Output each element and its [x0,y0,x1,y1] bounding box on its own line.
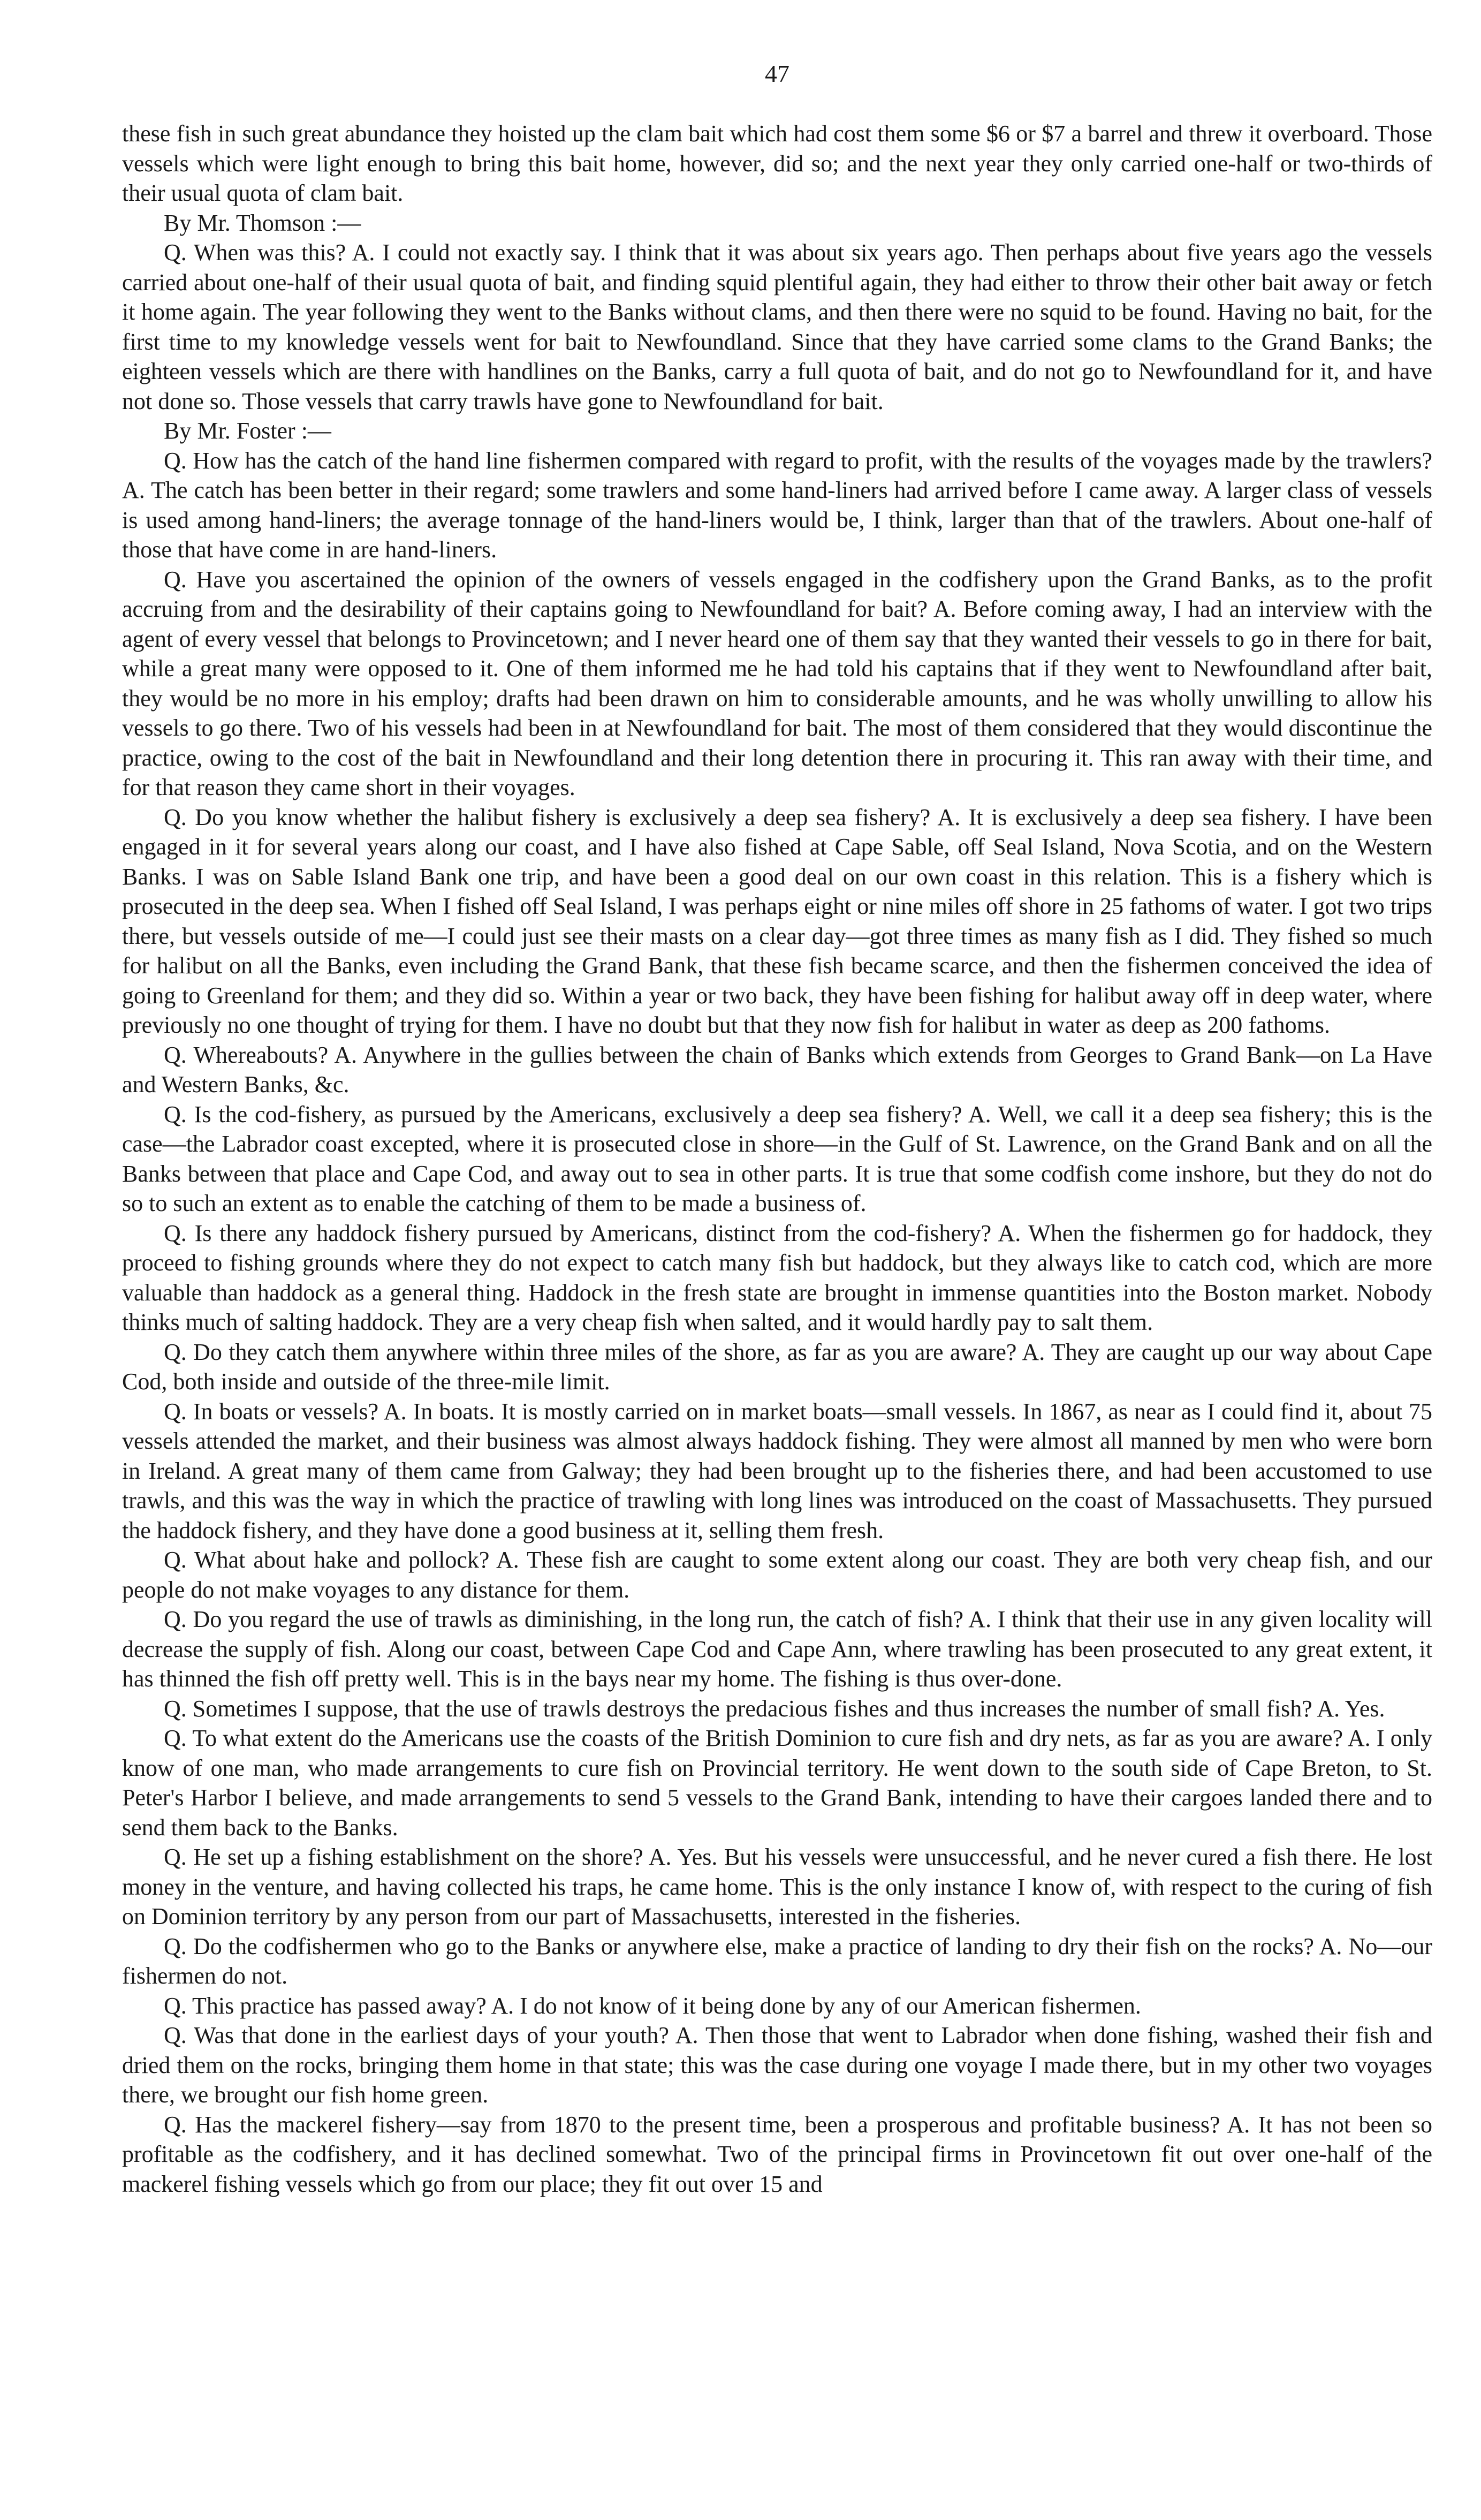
paragraph: Q. Do the codfishermen who go to the Banks or anywhere else, make a practice of landing to dry their fish on the rocks? A. No—our fishermen do not. [122,1933,1432,1989]
paragraph: Q. Whereabouts? A. Anywhere in the gullies between the chain of Banks which extends from Georges to Grand Bank—on La Have and Western Banks, &c. [122,1041,1432,1098]
paragraph: Q. In boats or vessels? A. In boats. It is mostly carried on in market boats—small vessels. In 1867, as near as I could find it, about 75 vessels attended the market, and their business was almost always haddock fishing. They were almost all manned by men who were born in Ireland. A great many of them came from Galway; they had been brought up to the fisheries there, and had been accustomed to use trawls, and this was the way in which the practice of trawling with long lines was introduced on the coast of Massachusetts. They pursued the haddock fishery, and they have done a good business at it, selling them fresh. [122,1398,1432,1543]
paragraph: these fish in such great abundance they hoisted up the clam bait which had cost them some $6 or $7 a barrel and threw it overboard. Those vessels which were light enough to bring this bait home, however, did so; and the next year they only carried one-half or two-thirds of their usual quota of clam bait. [122,120,1432,206]
speaker-label: By Mr. Foster :— [164,418,331,444]
paragraph: Q. Have you ascertained the opinion of the owners of vessels engaged in the codfishery upon the Grand Banks, as to the profit accruing from and the desirability of their captains going to Newfoundland for bait? A. Before coming away, I had an interview with the agent of every vessel that belongs to Provincetown; and I never heard one of them say that they wanted their vessels to go in there for bait, while a great many were opposed to it. One of them informed me he had told his captains that if they went to Newfoundland after bait, they would be no more in his employ; drafts had been drawn on him to considerable amounts, and he was wholly unwilling to allow his vessels to go there. Two of his vessels had been in at Newfoundland for bait. The most of them considered that they would discontinue the practice, owing to the cost of the bait in Newfoundland and their long detention there in procuring it. This ran away with their time, and for that reason they came short in their voyages. [122,566,1432,800]
paragraph: Q. Is the cod-fishery, as pursued by the Americans, exclusively a deep sea fishery? A. Well, we call it a deep sea fishery; this is the case—the Labrador coast excepted, where it is prosecuted close in shore—in the Gulf of St. Lawrence, on the Grand Bank and on all the Banks between that place and Cape Cod, and away out to sea in other parts. It is true that some codfish come inshore, but they do not do so to such an extent as to enable the catching of them to be made a business of. [122,1101,1432,1216]
paragraph: Q. Do you regard the use of trawls as diminishing, in the long run, the catch of fish? A. I think that their use in any given locality will decrease the supply of fish. Along our coast, between Cape Cod and Cape Ann, where trawling has been prosecuted to any great extent, it has thinned the fish off pretty well. This is in the bays near my home. The fishing is thus over-done. [122,1606,1432,1692]
page-number: 47 [765,60,789,87]
speaker-heading [122,208,1432,238]
paragraph: Q. What about hake and pollock? A. These fish are caught to some extent along our coast. They are both very cheap fish, and our people do not make voyages to any distance for them. [122,1547,1432,1603]
speaker-heading [122,416,1432,446]
text-body [122,119,1432,2199]
paragraph: Q. Sometimes I suppose, that the use of trawls destroys the predacious fishes and thus increases the number of small fish? A. Yes. [164,1695,1385,1722]
paragraph: Q. Has the mackerel fishery—say from 1870 to the present time, been a prosperous and profitable business? A. It has not been so profitable as the codfishery, and it has declined somewhat. Two of the principal firms in Provincetown fit out over one-half of the mackerel fishing vessels which go from our place; they fit out over 15 and [122,2111,1432,2197]
paragraph: Q. Was that done in the earliest days of your youth? A. Then those that went to Labrador when done fishing, washed their fish and dried them on the rocks, bringing them home in that state; this was the case during one voyage I made there, but in my other two voyages there, we brought our fish home green. [122,2022,1432,2108]
document-page [122,59,1432,2199]
paragraph: Q. Do you know whether the halibut fishery is exclusively a deep sea fishery? A. It is exclusively a deep sea fishery. I have been engaged in it for several years along our coast, and I have also fished at Cape Sable, off Seal Island, Nova Scotia, and on the Western Banks. I was on Sable Island Bank one trip, and have been a good deal on our own coast in this relation. This is a fishery which is prosecuted in the deep sea. When I fished off Seal Island, I was perhaps eight or nine miles off shore in 25 fathoms of water. I got two trips there, but vessels outside of me—I could just see their masts on a clear day—got three times as many fish as I did. They fished so much for halibut on all the Banks, even including the Grand Bank, that these fish became scarce, and then the fishermen conceived the idea of going to Greenland for them; and they did so. Within a year or two back, they have been fishing for halibut away off in deep water, where previously no one thought of trying for them. I have no doubt but that they now fish for halibut in water as deep as 200 fathoms. [122,804,1432,1038]
paragraph: Q. Is there any haddock fishery pursued by Americans, distinct from the cod-fishery? A. When the fishermen go for haddock, they proceed to fishing grounds where they do not expect to catch many fish but haddock, but they always like to catch cod, which are more valuable than haddock as a general thing. Haddock in the fresh state are brought in immense quantities into the Boston market. Nobody thinks much of salting haddock. They are a very cheap fish when salted, and it would hardly pay to salt them. [122,1220,1432,1335]
paragraph: Q. He set up a fishing establishment on the shore? A. Yes. But his vessels were unsuccessful, and he never cured a fish there. He lost money in the venture, and having collected his traps, he came home. This is the only instance I know of, with respect to the curing of fish on Dominion territory by any person from our part of Massachusetts, interested in the fisheries. [122,1844,1432,1929]
speaker-label: By Mr. Thomson :— [164,209,361,236]
paragraph: Q. To what extent do the Americans use the coasts of the British Dominion to cure fish and dry nets, as far as you are aware? A. I only know of one man, who made arrangements to cure fish on Provincial territory. He went down to the south side of Cape Breton, to St. Peter's Harbor I believe, and made arrangements to send 5 vessels to the Grand Bank, intending to have their cargoes landed there and to send them back to the Banks. [122,1725,1432,1841]
paragraph: Q. When was this? A. I could not exactly say. I think that it was about six years ago. Then perhaps about five years ago the vessels carried about one-half of their usual quota of bait, and finding squid plentiful again, they had either to throw their other bait away or fetch it home again. The year following they went to the Banks without clams, and then there were no squid to be found. Having no bait, for the first time to my knowledge vessels went for bait to Newfoundland. Since that they have carried some clams to the Grand Banks; the eighteen vessels which are there with handlines on the Banks, carry a full quota of bait, and do not go to Newfoundland for it, and have not done so. Those vessels that carry trawls have gone to Newfoundland for bait. [122,239,1432,414]
paragraph: Q. How has the catch of the hand line fishermen compared with regard to profit, with the results of the voyages made by the trawlers? A. The catch has been better in their regard; some trawlers and some hand-liners had arrived before I came away. A larger class of vessels is used among hand-liners; the average tonnage of the hand-liners would be, I think, larger than that of the trawlers. About one-half of those that have come in are hand-liners. [122,447,1432,563]
paragraph: Q. Do they catch them anywhere within three miles of the shore, as far as you are aware? A. They are caught up our way about Cape Cod, both inside and outside of the three-mile limit. [122,1338,1432,1395]
paragraph: Q. This practice has passed away? A. I do not know of it being done by any of our American fishermen. [164,1992,1141,2019]
